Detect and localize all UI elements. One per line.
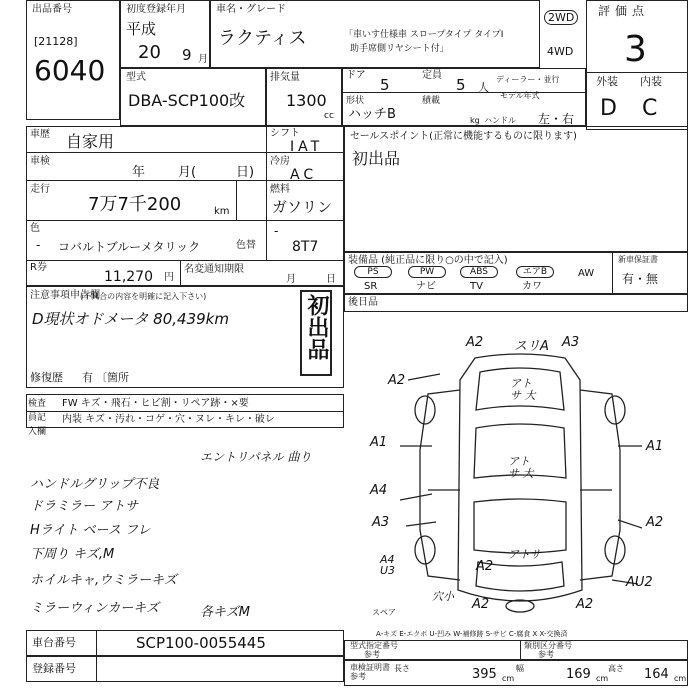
type-designation-ref: 参考 [364, 650, 380, 659]
shape-label: 形状 [346, 96, 365, 106]
inspection-year-unit: 年 [132, 165, 146, 180]
after-items-label: 後日品 [348, 297, 378, 308]
height-value: 164 [644, 667, 669, 682]
drive-4wd: 4WD [547, 45, 574, 58]
mark-right-a1: A1 [646, 439, 664, 454]
displacement-value: 1300 [286, 91, 327, 110]
equip-airbag: エアB [516, 266, 554, 278]
deadline-month: 月 [286, 274, 296, 285]
mark-top-a3: A3 [562, 335, 580, 350]
lot-label: 出品番号 [32, 4, 72, 15]
remark-8: 各キズM [200, 605, 250, 620]
mark-top-a2: A2 [466, 335, 484, 350]
color-dash: - [36, 238, 41, 252]
dealer-label: ディーラー・並行 [496, 75, 560, 84]
fuel-label: 燃料 [270, 184, 290, 195]
equip-tv: TV [470, 281, 483, 292]
model-label: 型式 [126, 72, 146, 83]
length-unit: cm [502, 674, 515, 683]
load-label: 積載 [422, 96, 441, 106]
evaluation-label: 評価点 [598, 4, 650, 18]
caution-cell [26, 286, 344, 388]
caution-label: 注意事項申告欄 [30, 290, 100, 301]
type-designation-label: 型式指定番号 [350, 641, 398, 650]
recycle-label: R券 [30, 262, 47, 273]
selling-points-text: 初出品 [352, 149, 401, 168]
usage-line-3 [26, 220, 344, 221]
equip-sr: SR [364, 281, 378, 292]
registration-year: 20 [138, 42, 161, 63]
person-unit: 人 [478, 81, 489, 94]
color-no-label: 色替 [236, 240, 256, 251]
equip-aw: AW [578, 268, 595, 279]
cert-label: 車検証明書参考 [350, 663, 390, 681]
doors-label: ドア [346, 70, 366, 81]
name-change-label: 名変通知期限 [184, 264, 244, 275]
registration-era: 平成 [126, 20, 157, 38]
drive-2wd-badge: 2WD [544, 10, 578, 25]
equip-ps: PS [354, 266, 392, 278]
repair-label: 修復歴 [30, 371, 63, 384]
mark-right-a2: A2 [646, 515, 664, 530]
mark-left-a3: A3 [372, 515, 390, 530]
month-unit: 月 [198, 54, 208, 65]
mark-bottom-a2-left: A2 [472, 597, 490, 612]
color-label: 色 [30, 223, 40, 234]
repair-value: 有 [82, 371, 93, 384]
shift-value: IAT [290, 139, 324, 155]
repair-unit: 〔箇所 [96, 371, 129, 384]
registration-label: 登録番号 [32, 662, 76, 675]
aircon-value: AC [290, 167, 318, 183]
mark-left-a1: A1 [370, 435, 388, 450]
deadline-day: 日 [326, 274, 336, 285]
fuel-value: ガソリン [272, 198, 333, 216]
caution-small: (不具合の内容を明確に記入下さい) [80, 292, 207, 301]
registration-month: 9 [182, 46, 192, 64]
capacity-value: 5 [456, 76, 466, 94]
remark-3: ドラミラー アトサ [30, 499, 139, 514]
interior-grade: C [642, 96, 658, 121]
center-mark-3: アトサ [508, 548, 541, 561]
mileage-value: 7万7千200 [88, 194, 182, 215]
center-mark-2: アトサ 大 [508, 455, 534, 480]
eval-divider [586, 72, 688, 73]
width-value: 169 [566, 667, 591, 682]
designation-split [520, 640, 521, 660]
color-no-dash: - [274, 224, 279, 238]
capacity-label: 定員 [422, 70, 442, 81]
shape-value: ハッチB [348, 107, 396, 122]
chassis-number: SCP100-0055445 [136, 634, 266, 652]
mark-bottom-a2-right: A2 [576, 597, 594, 612]
warranty-value: 有・無 [622, 272, 659, 286]
warranty-split [612, 252, 613, 294]
shift-label: シフト [270, 128, 300, 139]
equipment-label: 装備品 (純正品に限り○の中で記入) [348, 255, 508, 266]
class-label: 類別区分番号 [524, 641, 572, 650]
doors-value: 5 [380, 76, 390, 94]
yen-unit: 円 [164, 272, 174, 283]
mark-hole: 穴小 [432, 590, 454, 603]
damage-legend: A-キズ E-エクボ U-凹み W-補修跡 S-サビ C-腐食 X X-交換済 [376, 630, 568, 638]
first-registration-label: 初度登録年月 [126, 4, 186, 15]
aircon-label: 冷房 [270, 156, 290, 167]
car-name: ラクティス [218, 28, 307, 49]
mark-left-a4u3: A4 U3 [380, 553, 396, 577]
equip-navi: ナビ [416, 281, 436, 292]
recycle-amount: 11,270 [104, 269, 153, 285]
kg-unit: kg [470, 116, 480, 125]
length-label: 長さ [394, 664, 410, 673]
grade-line-2: 助手席側リヤシート付」 [350, 44, 449, 54]
height-unit: cm [674, 674, 687, 683]
selling-points-label: セールスポイント(正常に機能するものに限ります) [350, 131, 577, 142]
height-label: 高さ [608, 664, 624, 673]
recycle-split [180, 260, 181, 286]
mileage-label: 走行 [30, 184, 50, 195]
grade-line-1: 「車いす仕様車 スロープタイプ タイプⅠ [344, 30, 504, 40]
cc-unit: cc [324, 111, 334, 121]
equip-pw: PW [408, 266, 446, 278]
inspection-day-unit: 日) [236, 165, 255, 180]
usage-line-4 [26, 260, 344, 261]
mark-top-scratch: スリA [514, 339, 549, 354]
center-mark-1: アトサ 大 [510, 377, 536, 402]
inspection-month-unit: 月( [178, 165, 197, 180]
model-year-label: モデル年式 [500, 91, 540, 100]
remark-7: ミラーウィンカーキズ [30, 601, 159, 616]
selling-points-cell [344, 126, 688, 252]
name-grade-label: 車名・グレード [216, 4, 286, 15]
color-code: 8T7 [292, 239, 319, 255]
remark-4: Hライト ベース フレ [30, 523, 151, 538]
first-listing-stamp: 初出品 [300, 290, 332, 376]
handle-label: ハンドル [484, 116, 516, 125]
warranty-label: 新車保証書 [618, 255, 658, 264]
inspector-label: 検査員記入欄 [28, 399, 47, 437]
model-code: DBA-SCP100改 [128, 91, 246, 110]
after-items-cell [344, 294, 688, 312]
width-unit: cm [596, 674, 609, 683]
exterior-grade: D [600, 96, 617, 121]
color-value: コバルトブルーメタリック [58, 240, 201, 254]
remark-2: ハンドルグリップ不良 [30, 477, 160, 492]
class-ref: 参考 [538, 650, 554, 659]
inspector-mid-line [26, 411, 344, 412]
usage-type: 自家用 [66, 132, 115, 151]
lot-number: 6040 [34, 54, 106, 87]
mark-left-a2: A2 [388, 373, 406, 388]
mark-bottom-a2: A2 [476, 559, 494, 574]
equip-abs: ABS [460, 266, 498, 278]
remark-1: エントリパネル 曲り [200, 450, 312, 464]
remark-6: ホイルキャ,ウミラーキズ [30, 573, 177, 588]
inspector-row-1: FW キズ・飛石・ヒビ割・リペア跡・×要 [62, 398, 249, 409]
km-unit: km [214, 206, 230, 217]
length-value: 395 [472, 667, 497, 682]
equip-leather: カワ [522, 281, 542, 292]
mark-right-au2: AU2 [626, 575, 653, 590]
width-label: 幅 [516, 664, 524, 673]
mark-left-a4: A4 [370, 483, 388, 498]
chassis-label: 車台番号 [32, 636, 76, 649]
spare-label: スペア [372, 608, 396, 617]
displacement-label: 排気量 [270, 72, 300, 83]
interior-label: 内装 [640, 75, 662, 88]
usage-type-label: 車歴 [30, 129, 50, 140]
evaluation-score: 3 [624, 29, 647, 70]
remark-5: 下周り キズ,M [30, 547, 115, 562]
inspector-row-2: 内装 キズ・汚れ・コゲ・穴・ヌレ・キレ・破レ [62, 414, 275, 425]
usage-split [266, 126, 267, 260]
caution-text: D現状オドメータ 80,439km [32, 310, 229, 328]
inspection-label: 車検 [30, 156, 50, 167]
mileage-split [236, 180, 237, 220]
exterior-label: 外装 [596, 75, 618, 88]
handle-value: 左・右 [538, 112, 575, 126]
lot-code: [21128] [34, 35, 78, 48]
